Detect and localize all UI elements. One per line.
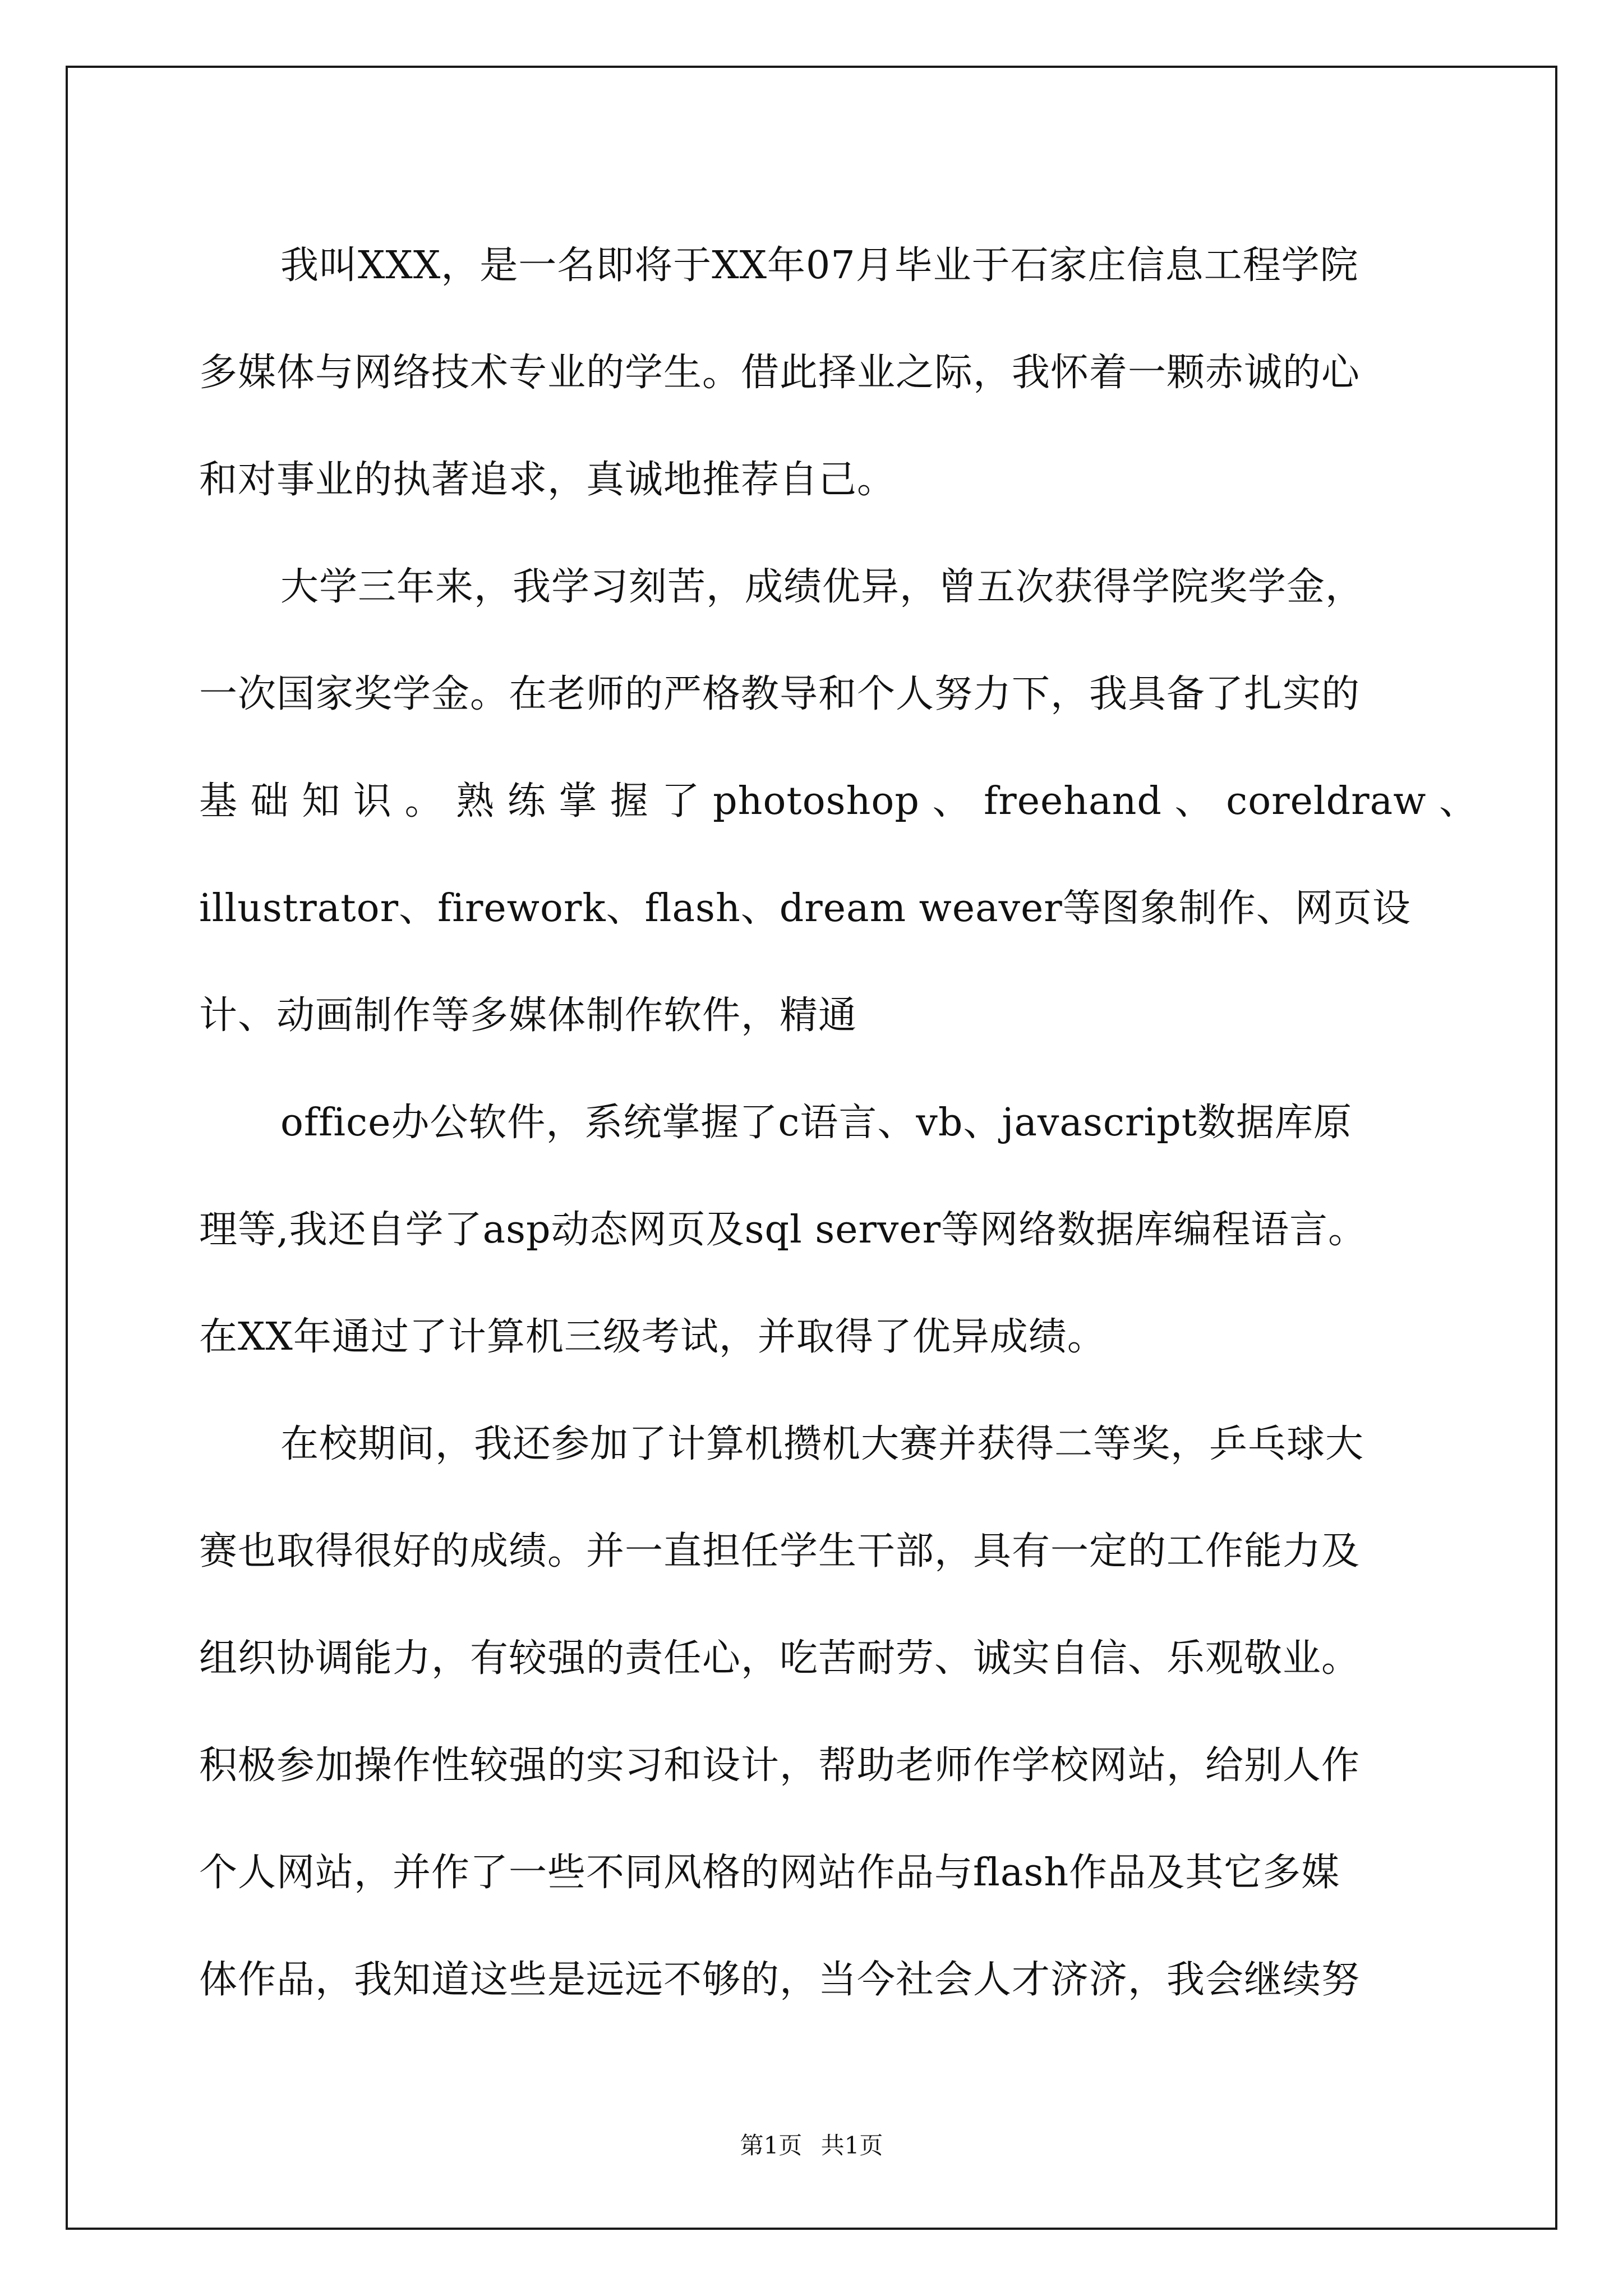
text-line: 组织协调能力，有较强的责任心，吃苦耐劳、诚实自信、乐观敬业。 [199, 1636, 1361, 1681]
text-line: 一次国家奖学金。在老师的严格教导和个人努力下，我具备了扎实的 [199, 672, 1361, 716]
text-line: 我叫XXX，是一名即将于XX年07月毕业于石家庄信息工程学院 [280, 243, 1359, 288]
text-line: 大学三年来，我学习刻苦，成绩优异，曾五次获得学院奖学金， [280, 565, 1364, 609]
text-line: 在校期间，我还参加了计算机攒机大赛并获得二等奖，乒乓球大 [280, 1422, 1364, 1466]
letter-body [199, 212, 1478, 2033]
text-line: 体作品，我知道这些是远远不够的，当今社会人才济济，我会继续努 [199, 1958, 1361, 2002]
page-total: 共1页 [820, 2132, 883, 2159]
text-line: 赛也取得很好的成绩。并一直担任学生干部，具有一定的工作能力及 [199, 1529, 1361, 1573]
text-line: 多媒体与网络技术专业的学生。借此择业之际，我怀着一颗赤诚的心 [199, 351, 1361, 395]
text-line: 在XX年通过了计算机三级考试，并取得了优异成绩。 [199, 1315, 1106, 1359]
text-line: 和对事业的执著追求，真诚地推荐自己。 [199, 458, 896, 502]
text-line: 计、动画制作等多媒体制作软件，精通 [199, 993, 857, 1038]
text-line: illustrator、firework、flash、dream weaver等图象制作、网页设 [199, 886, 1411, 931]
page-number: 第1页 [740, 2132, 803, 2159]
text-line: office办公软件，系统掌握了c语言、vb、javascript数据库原 [280, 1101, 1353, 1145]
text-line: 基 础 知 识 。 熟 练 掌 握 了 photoshop 、 freehand 、 coreldraw 、 [199, 779, 1478, 823]
page-footer [0, 2127, 1623, 2161]
text-line: 理等,我还自学了asp动态网页及sql server等网络数据库编程语言。 [199, 1208, 1367, 1252]
text-line: 积极参加操作性较强的实习和设计，帮助老师作学校网站，给别人作 [199, 1743, 1361, 1788]
text-line: 个人网站，并作了一些不同风格的网站作品与flash作品及其它多媒 [199, 1851, 1340, 1895]
